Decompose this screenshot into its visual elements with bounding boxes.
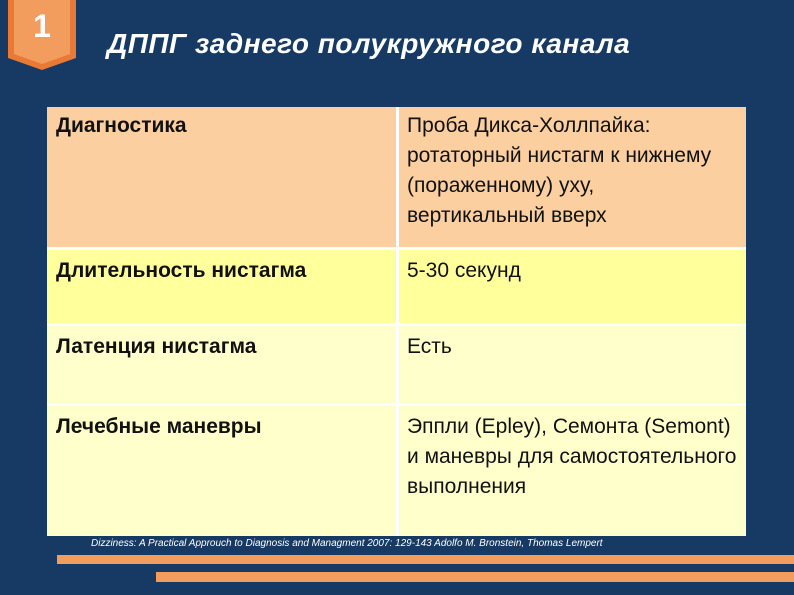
row-value: Проба Дикса-Холлпайка: ротаторный нистагм к нижнему (пораженному) уху, вертикальный вверх: [398, 107, 747, 249]
decorative-bar-top: [57, 555, 794, 564]
row-label: Диагностика: [47, 107, 398, 249]
info-table: [47, 107, 746, 536]
table-row: [47, 249, 746, 325]
slide-number: 1: [33, 8, 51, 44]
citation-text: Dizziness: A Practical Approuch to Diagnosis and Managment 2007: 129-143 Adolfo M. Bronstein, Thomas Lempert: [91, 538, 603, 549]
table-row: [47, 107, 746, 249]
row-label: Латенция нистагма: [47, 325, 398, 405]
slide-number-badge: [8, 0, 76, 70]
decorative-bar-bottom: [156, 572, 794, 582]
row-value: Есть: [398, 325, 747, 405]
row-label: Длительность нистагма: [47, 249, 398, 325]
row-value: Эппли (Epley), Семонта (Semont) и маневры для самостоятельного выполнения: [398, 405, 747, 537]
slide-title: ДППГ заднего полукружного канала: [107, 28, 631, 59]
table-row: [47, 325, 746, 405]
row-value: 5-30 секунд: [398, 249, 747, 325]
table-row: [47, 405, 746, 537]
row-label: Лечебные маневры: [47, 405, 398, 537]
